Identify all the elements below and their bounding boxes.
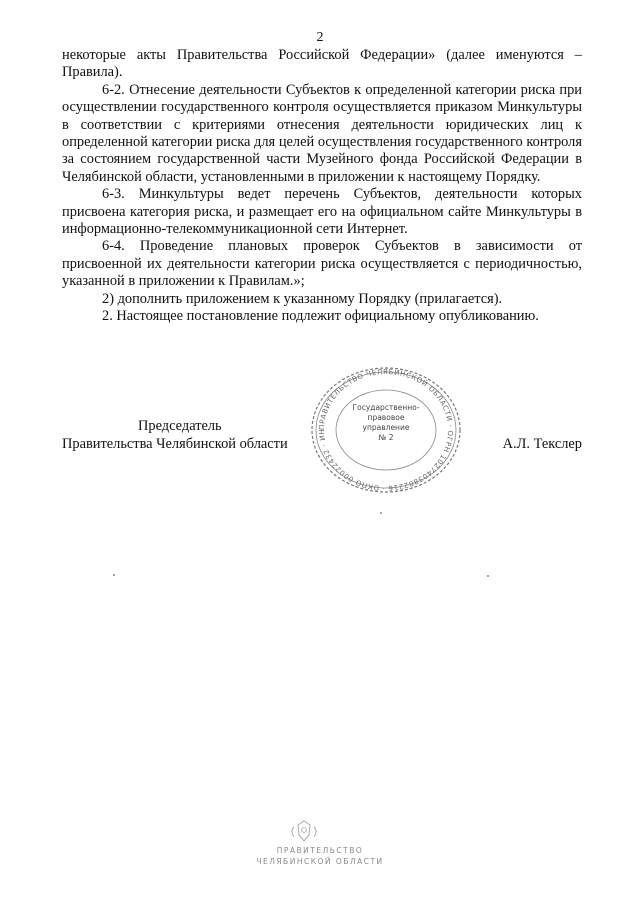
paragraph-6-3: 6-3. Минкультуры ведет перечень Субъектов, деятельности которых присвоена категория риска, и размещает его на официальном сайте Минкультуры в информационно-телекоммуникационной сети Интернет. — [62, 186, 582, 238]
scan-speck — [487, 575, 489, 577]
paragraph-6-2: 6-2. Отнесение деятельности Субъектов к определенной категории риска при осуществлении государственного контроля осуществляется приказом Минкультуры в соответствии с критериями отнесения деятельности юридических лиц к определенной категории риска для целей осуществления государственного контроля за состоянием государственной части Музейного фонда Российской Федерации в Челябинской области, установленными в приложении к настоящему Порядку. — [62, 81, 582, 185]
signatory-organization: Правительства Челябинской области — [62, 436, 288, 452]
coat-of-arms-icon — [286, 817, 322, 847]
signature-block — [62, 418, 582, 458]
seal-inner-text: Государственно- правовое управление № 2 — [352, 403, 420, 442]
document-body — [62, 47, 582, 326]
paragraph-item-2: 2) дополнить приложением к указанному Порядку (прилагается). — [102, 290, 503, 307]
signatory-name: А.Л. Текслер — [502, 436, 582, 452]
scan-speck — [380, 512, 382, 514]
footer-organization-line-2: ЧЕЛЯБИНСКОЙ ОБЛАСТИ — [256, 857, 384, 866]
paragraph-6-4: 6-4. Проведение плановых проверок Субъектов в зависимости от присвоенной их деятельности категории риска осуществляется с периодичностью, указанной в приложении к Правилам.»; — [62, 238, 582, 290]
footer-organization-line-1: ПРАВИТЕЛЬСТВО — [276, 846, 364, 855]
paragraph-publication: 2. Настоящее постановление подлежит официальному опубликованию. — [102, 308, 539, 325]
signatory-position: Председатель — [138, 418, 222, 434]
page-number: 2 — [316, 30, 324, 45]
scan-speck — [113, 574, 115, 576]
seal-outer-text: ПРАВИТЕЛЬСТВО ЧЕЛЯБИНСКОЙ ОБЛАСТИ · ОГРН 1027403882216 · ОКПО 00022432 · ИН — [317, 367, 455, 493]
paragraph-continuation: некоторые акты Правительства Российской Федерации» (далее именуются – Правила). — [62, 47, 582, 81]
